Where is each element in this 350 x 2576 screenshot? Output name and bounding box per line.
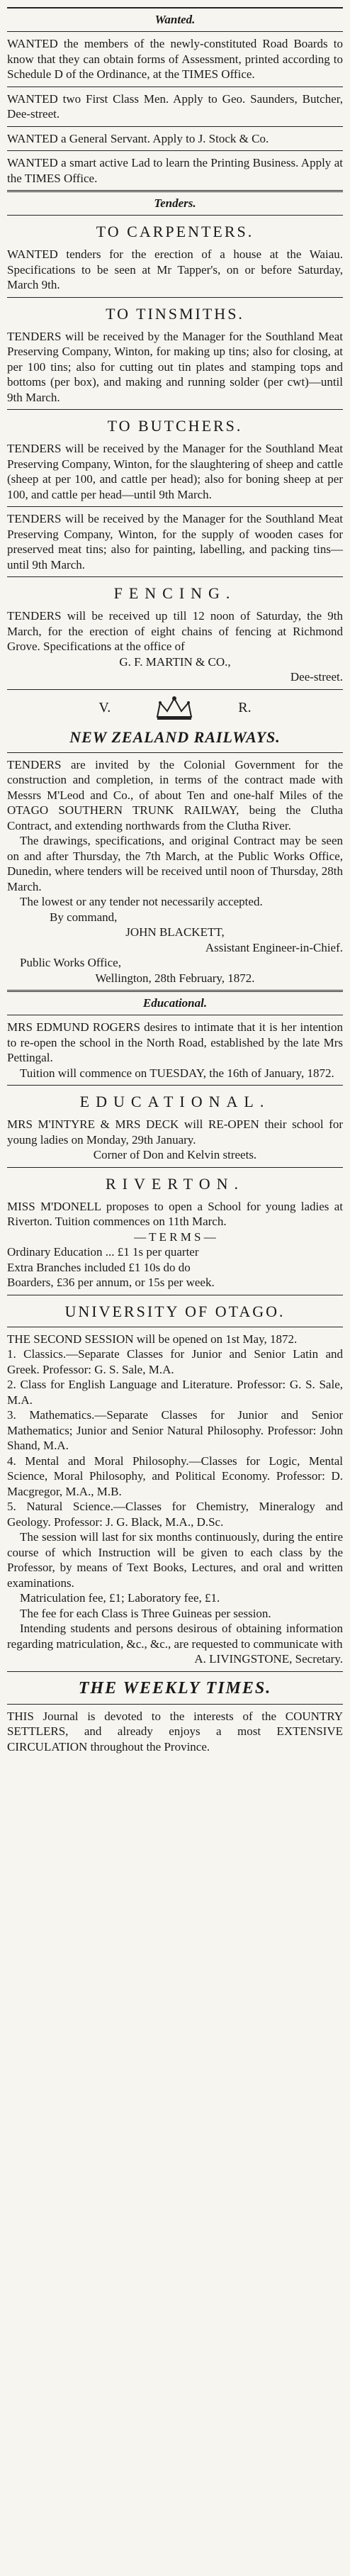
fencing-signature: G. F. MARTIN & CO., xyxy=(119,654,231,669)
otago-title: UNIVERSITY OF OTAGO. xyxy=(64,1302,286,1320)
divider xyxy=(7,1704,343,1705)
divider xyxy=(7,1671,343,1672)
divider xyxy=(7,576,343,577)
office-line: Public Works Office, xyxy=(20,956,121,969)
signatory-role: Assistant Engineer-in-Chief. xyxy=(205,940,343,954)
terms-line-3: Boarders, £36 per annum, or 15s per week. xyxy=(7,1276,215,1289)
signatory-name: JOHN BLACKETT, xyxy=(125,925,225,939)
otago-signature: A. LIVINGSTONE, Secretary. xyxy=(194,1652,343,1666)
course-item: 2. Class for English Language and Literature. Professor: G. S. Sale, M.A. xyxy=(7,1378,343,1407)
mcintyre-address: Corner of Don and Kelvin streets. xyxy=(93,1148,257,1161)
wanted-ad-servant xyxy=(7,131,343,147)
butchers-title: TO BUTCHERS. xyxy=(107,417,243,435)
course-item: 4. Mental and Moral Philosophy.—Classes for Logic, Mental Science, Moral Philosophy, and Political Economy. Professor: D. Macgregor, M.A., M.B. xyxy=(7,1454,343,1498)
wanted-ad-printing-lad xyxy=(7,155,343,186)
newspaper-column xyxy=(7,0,343,1754)
otago-fees: Matriculation fee, £1; Laboratory fee, £1. xyxy=(20,1591,220,1605)
terms-line-2: Extra Branches included £1 10s do do xyxy=(7,1260,191,1274)
by-command: By command, xyxy=(50,910,118,924)
divider xyxy=(7,752,343,753)
fencing-title: FENCING. xyxy=(113,584,237,602)
course-item: 3. Mathematics.—Separate Classes for Junior and Senior Mathematics; Junior and Senior Natural Philosophy. Professor: John Shand, M.A. xyxy=(7,1408,343,1452)
wanted-ad-first-class-men xyxy=(7,91,343,122)
educational-heading: Educational. xyxy=(142,996,208,1010)
mcintyre-text: MRS M'INTYRE & MRS DECK will RE-OPEN their school for young ladies on Monday, 29th January. xyxy=(7,1117,343,1147)
weekly-times-title: THE WEEKLY TIMES. xyxy=(78,1678,272,1697)
otago-intending: Intending students and persons desirous of obtaining information regarding matriculation, &c., &c., are requested to communicate with xyxy=(7,1622,343,1651)
riverton-text: MISS M'DONELL proposes to open a School for young ladies at Riverton. Tuition commences on 11th March. xyxy=(7,1199,343,1228)
fencing-address: Dee-street. xyxy=(290,670,343,684)
otago-intro: THE SECOND SESSION will be opened on 1st May, 1872. xyxy=(7,1332,298,1346)
divider xyxy=(7,297,343,298)
emblem-right-letter: R. xyxy=(238,700,252,715)
divider xyxy=(7,1167,343,1168)
divider xyxy=(7,126,343,127)
terms-line-1: Ordinary Education ... £1 1s per quarter xyxy=(7,1245,199,1259)
divider xyxy=(7,409,343,410)
date-line: Wellington, 28th February, 1872. xyxy=(95,971,255,985)
railways-para-3: The lowest or any tender not necessarily accepted. xyxy=(20,895,263,908)
ad-text: WANTED a smart active Lad to learn the Printing Business. Apply at the TIMES Office. xyxy=(7,156,343,185)
ad-text: WANTED the members of the newly-constituted Road Boards to know that they can obtain forms of Assessment, printed according to Schedule D of the Ordinance, at the TIMES Office. xyxy=(7,37,343,81)
crown-icon xyxy=(153,696,196,721)
ad-text: WANTED a General Servant. Apply to J. Stock & Co. xyxy=(7,131,269,145)
divider xyxy=(7,215,343,216)
railways-para-2: The drawings, specifications, and original Contract may be seen on and after Thursday, the 7th March, at the Public Works Office, Dunedin, where tenders will be received until noon of Thursday, 28th March. xyxy=(7,834,343,893)
royal-emblem xyxy=(7,696,343,721)
fencing-text: TENDERS will be received up till 12 noon of Saturday, the 9th March, for the erection of eight chains of fencing at Richmond Grove. Specifications at the office of xyxy=(7,609,343,653)
carpenters-text: WANTED tenders for the erection of a house at the Waiau. Specifications to be seen at Mr Tapper's, on or before Saturday, March 9th. xyxy=(7,247,343,291)
divider xyxy=(7,689,343,690)
divider xyxy=(7,1085,343,1086)
course-item: 1. Classics.—Separate Classes for Junior and Senior Latin and Greek. Professor: G. S. Sale, M.A. xyxy=(7,1347,343,1376)
section-rule xyxy=(7,190,343,192)
divider xyxy=(7,506,343,507)
emblem-left-letter: V. xyxy=(98,700,111,715)
carpenters-title: TO CARPENTERS. xyxy=(96,223,254,240)
railways-para-1: TENDERS are invited by the Colonial Government for the construction and completion, in terms of the contract made with Messrs M'Leod and Co., of about Ten and one-half Miles of the OTAGO SOUTHERN TRUNK RAILWAY, being the Clutha Contract, and extending northwards from the Clutha River. xyxy=(7,757,343,832)
top-rule xyxy=(7,7,343,9)
butchers-text: TENDERS will be received by the Manager for the Southland Meat Preserving Company, Winton, for the slaughtering of sheep and cattle (sheep at per 100, and cattle per head); also for boning sheep at per 100, and cattle per head—until 9th March. xyxy=(7,442,343,501)
rogers-tuition: Tuition will commence on TUESDAY, the 16th of January, 1872. xyxy=(20,1066,334,1080)
cases-text: TENDERS will be received by the Manager for the Southland Meat Preserving Company, Winton, for the supply of wooden cases for preserved meat tins; also for painting, labelling, and packing tins—until 9th March. xyxy=(7,512,343,571)
divider xyxy=(7,150,343,151)
railways-title: NEW ZEALAND RAILWAYS. xyxy=(69,727,281,746)
weekly-times-text: THIS Journal is devoted to the interests of the COUNTRY SETTLERS, and already enjoys a most EXTENSIVE CIRCULATION throughout the Province. xyxy=(7,1709,343,1753)
course-list xyxy=(7,1346,343,1529)
tinsmiths-text: TENDERS will be received by the Manager for the Southland Meat Preserving Company, Winton, for making up tins; also for closing, at per 100 tins; also for cutting out tin plates and stamping tops and bottoms (per box), and making and running solder (per cwt)—until 9th March. xyxy=(7,329,343,404)
wanted-heading: Wanted. xyxy=(154,13,196,26)
educational-title: EDUCATIONAL. xyxy=(79,1093,271,1110)
divider xyxy=(7,31,343,32)
riverton-title: RIVERTON. xyxy=(106,1174,244,1193)
otago-session: The session will last for six months continuously, during the entire course of which Instruction will be given to each class by the Professor, by means of Text Books, Lectures, and oral and written examinations. xyxy=(7,1530,343,1590)
wanted-ad-assessment xyxy=(7,36,343,82)
otago-class-fee: The fee for each Class is Three Guineas per session. xyxy=(20,1606,271,1620)
rogers-text: MRS EDMUND ROGERS desires to intimate that it is her intention to re-open the school in the North Road, established by the late Mrs Pettingal. xyxy=(7,1020,343,1064)
terms-title: — T E R M S — xyxy=(134,1230,216,1244)
section-rule xyxy=(7,990,343,992)
course-item: 5. Natural Science.—Classes for Chemistry, Mineralogy and Geology. Professor: J. G. Black, M.A., D.Sc. xyxy=(7,1500,343,1529)
ad-text: WANTED two First Class Men. Apply to Geo. Saunders, Butcher, Dee-street. xyxy=(7,91,343,121)
tenders-heading: Tenders. xyxy=(154,196,196,210)
tinsmiths-title: TO TINSMITHS. xyxy=(106,304,244,323)
